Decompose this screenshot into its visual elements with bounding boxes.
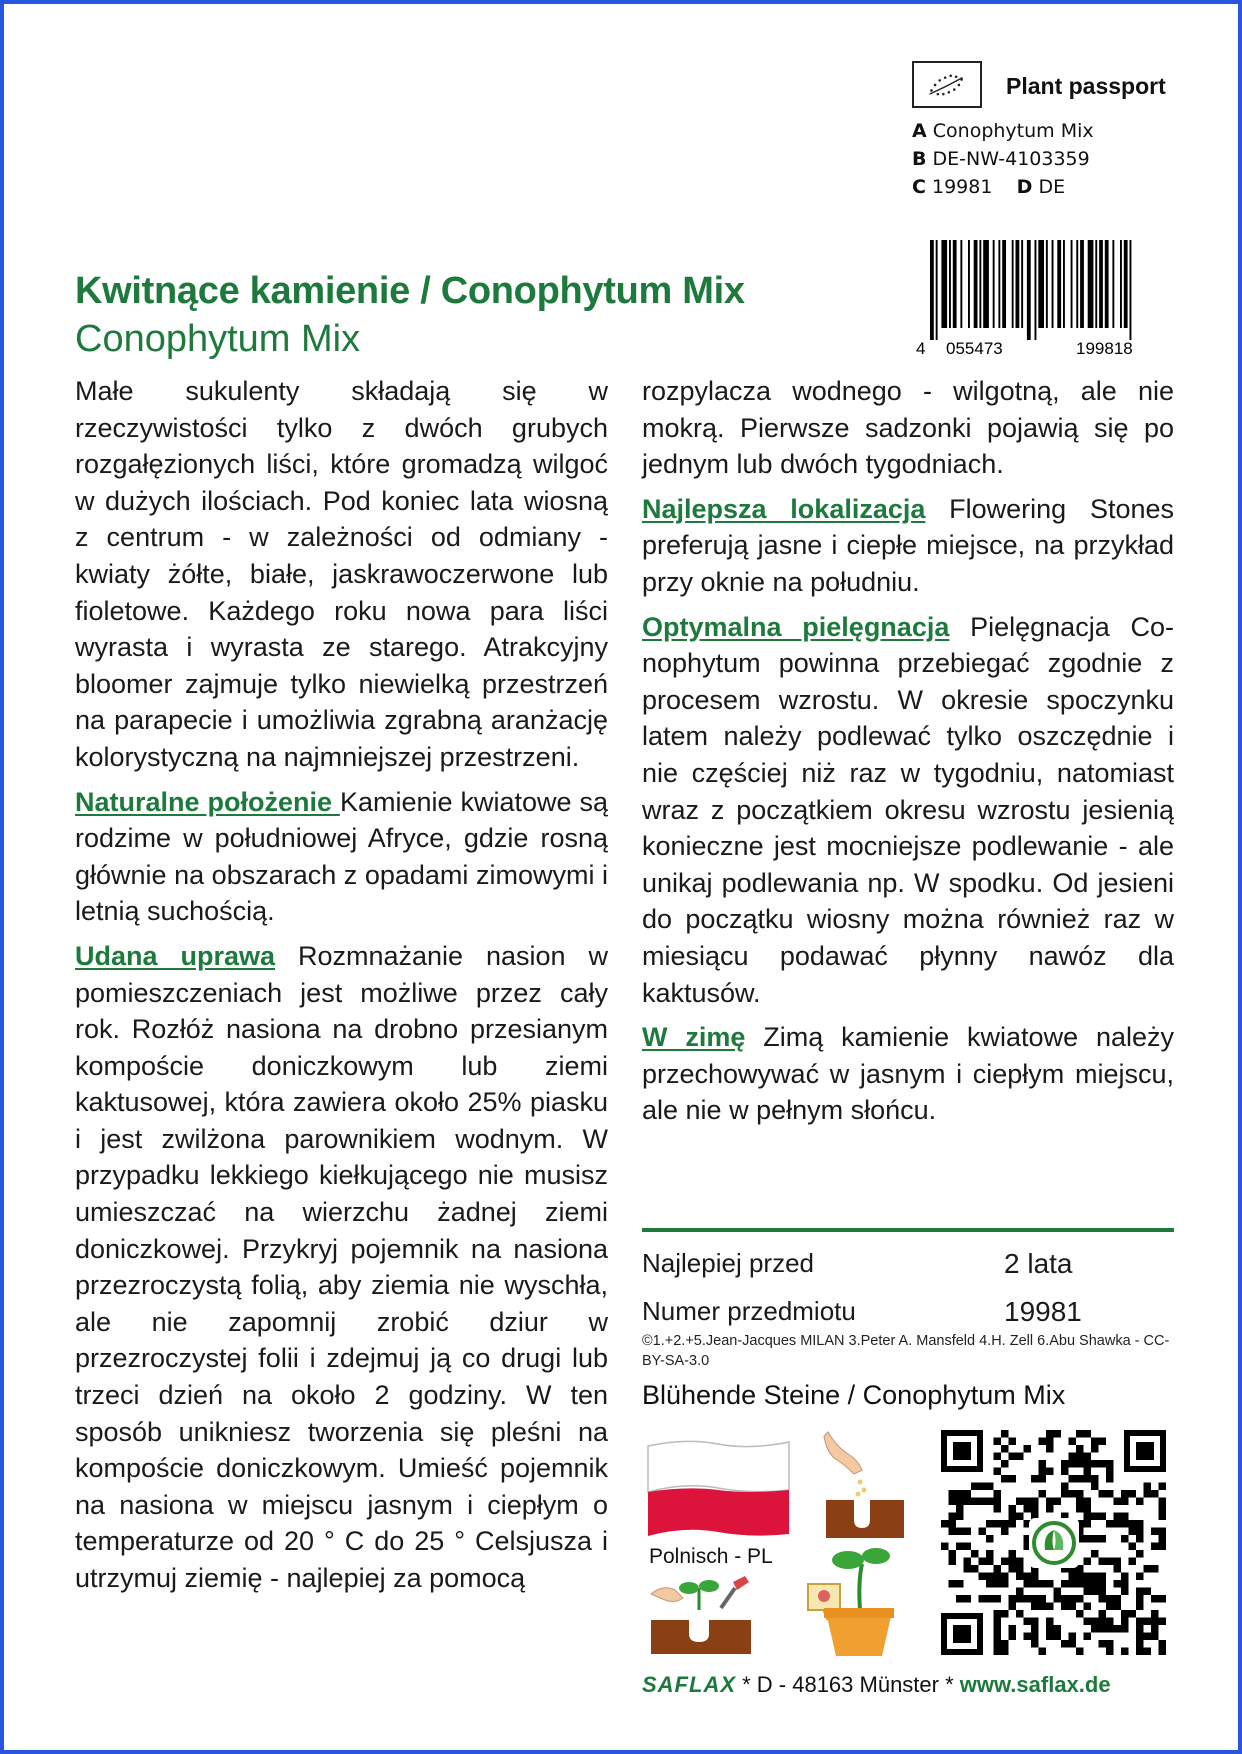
divider bbox=[642, 1228, 1174, 1232]
barcode-digits-2: 055473 bbox=[946, 339, 1003, 358]
brand-logo: SAFLAX bbox=[642, 1672, 736, 1697]
passport-species: Conophytum Mix bbox=[932, 120, 1094, 142]
cultivation-heading: Udana uprawa bbox=[75, 940, 275, 971]
german-name: Blühende Steine / Conophytum Mix bbox=[642, 1380, 1066, 1410]
passport-country: DE bbox=[1038, 176, 1066, 198]
best-before-value: 2 lata bbox=[1004, 1248, 1073, 1279]
product-title: Kwitnące kamienie / Conophytum Mix bbox=[75, 270, 745, 312]
intro-paragraph: Małe sukulenty składają się w rzeczywistości tylko z dwóch grubych rozgałęzionych liści, które gromadzą wilgoć w dużych ilościach. Pod koniec lata wiosną z centrum - w zależności od odmiany - kwiaty żółte, białe, jaskrawoczerwone lub fioletowe. Każdego roku nowa para liści wyrasta i wyrasta ze starego. Atrakcyjny bloomer zajmuje tylko niewielką przestrzeń na parapecie i umożliwia zgrabną aranżację kolorystyczną na najmniejszej przestrzeni. bbox=[75, 376, 608, 772]
barcode-digit-1: 4 bbox=[916, 339, 926, 358]
natural-habitat-heading: Naturalne położenie bbox=[75, 786, 340, 817]
optimal-care-paragraph: Optymalna pielęgnacja Pielęgnacja Conophytum powinna przebiegać zgodnie z procesem wzrostu. W okresie spoczynku latem należy podlewać tylko oszczędnie i nie częściej niż raz w tygodniu, natomiast wraz z początkiem okresu wzrostu jesienią konieczne jest mocniejsze podlewanie - ale unikaj podlewania np. W spodku. Od jesieni do początku wiosny można również raz w miesiącu podawać płynny nawóz dla kaktusów. bbox=[642, 611, 1174, 1008]
product-subtitle: Conophytum Mix bbox=[75, 318, 361, 360]
footer bbox=[642, 1672, 1111, 1698]
winter-paragraph: W zimę Zimą kamienie kwiatowe należy przechowywać w jasnym i ciepłym miejscu, ale nie w pełnym słońcu. bbox=[642, 1022, 1175, 1126]
item-number-value: 19981 bbox=[1004, 1296, 1082, 1327]
best-before-label: Najlepiej przed bbox=[642, 1248, 814, 1278]
cultivation-paragraph: Udana uprawa Rozmnażanie nasion w pomieszczeniach jest możliwe przez cały rok. Rozłóż nasiona na drobno przesianym kompoście doniczkowym lub ziemi kaktusowej, która zawiera około 25% piasku i jest zwilżona parownikiem wodnym. W przypadku lekkiego kiełkującego nie musisz umieszczać na wierzchu żadnej ziemi doniczkowej. Przykryj pojemnik na nasiona przezroczystą folią, aby ziemia nie wyschła, ale nie zapomnij zrobić dziur w przezroczystej folii i zdejmuj ją co drugi lub trzeci dzień na około 2 godziny. W ten sposób unikniesz tworzenia się pleśni na kompoście doniczkowym. Umieść pojemnik na nasiona w miejscu jasnym i ciepłym o temperaturze od 20 ° C do 25 ° Celsjusza i utrzymuj ziemię - najlepiej za pomocą bbox=[75, 940, 608, 1593]
barcode-digits-3: 199818 bbox=[1076, 339, 1133, 358]
barcode bbox=[916, 240, 1178, 358]
potted-seedling-icon bbox=[804, 1546, 904, 1658]
text-column-left bbox=[75, 373, 608, 1605]
cultivation-continued: rozpylacza wodnego - wilgotną, ale nie mokrą. Pierwsze sadzonki pojawią się po jednym lub dwóch tygodniach. bbox=[642, 376, 1174, 480]
natural-habitat-paragraph: Naturalne położenie Kamienie kwiatowe są rodzime w południowej Afryce, gdzie rosną głównie na obszarach z opadami zimowymi i letnią suchością. bbox=[75, 786, 608, 927]
winter-heading: W zimę bbox=[642, 1022, 746, 1053]
item-number-label: Numer przedmiotu bbox=[642, 1296, 856, 1326]
photo-credits: ©1.+2.+5.Jean-Jacques MILAN 3.Peter A. Mansfeld 4.H. Zell 6.Abu Shawka - CC-BY-SA-3.0 bbox=[642, 1333, 1170, 1369]
best-location-heading: Najlepsza lokalizacja bbox=[642, 493, 926, 524]
passport-lot: 19981 bbox=[932, 176, 993, 198]
eu-organic-leaf-icon bbox=[912, 61, 982, 108]
qr-code-icon[interactable] bbox=[941, 1430, 1166, 1655]
footer-address: * D - 48163 Münster * bbox=[736, 1672, 960, 1697]
poland-flag-icon bbox=[646, 1436, 791, 1541]
optimal-care-heading: Optymalna pielęgnacja bbox=[642, 611, 950, 642]
plant-passport-fields: A Conophytum Mix B DE-NW-4103359 C 19981 D DE bbox=[912, 120, 1094, 198]
sowing-hand-icon bbox=[822, 1428, 904, 1540]
passport-registration: DE-NW-4103359 bbox=[932, 148, 1090, 170]
text-column-right bbox=[642, 373, 1174, 1137]
website-link[interactable]: www.saflax.de bbox=[959, 1672, 1111, 1697]
transplant-seedling-icon bbox=[649, 1574, 754, 1656]
plant-passport-title: Plant passport bbox=[1006, 73, 1166, 99]
language-label: Polnisch - PL bbox=[649, 1545, 773, 1568]
best-location-paragraph: Najlepsza lokalizacja Flowering Stones preferują jasne i ciepłe miejsce, na przykład przy oknie na południu. bbox=[642, 493, 1174, 597]
